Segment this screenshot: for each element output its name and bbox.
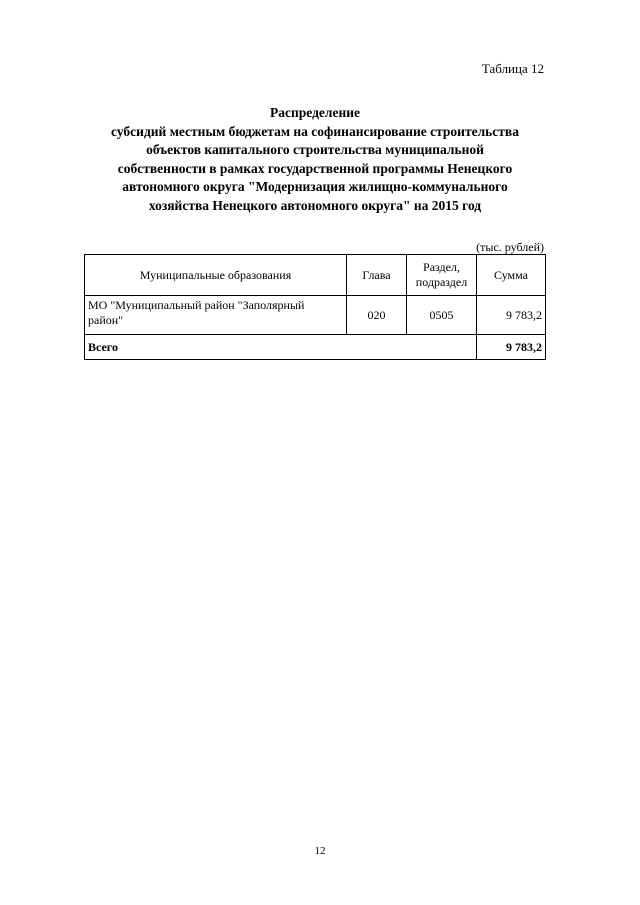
- distribution-table: [84, 254, 546, 360]
- title-line: собственности в рамках государственной программы Ненецкого: [117, 160, 513, 176]
- table-number: Таблица 12: [481, 61, 544, 76]
- title-line: автономного округа "Модернизация жилищно-коммунального: [122, 179, 508, 195]
- title-line: Распределение: [269, 105, 361, 120]
- table-header-row: [85, 255, 546, 296]
- cell-municipality-line: район": [88, 313, 124, 327]
- units-label: (тыс. рублей): [476, 240, 544, 254]
- column-header-section-line: Раздел,: [423, 260, 460, 274]
- document-title: [70, 104, 560, 216]
- total-sum: 9 783,2: [477, 335, 546, 360]
- total-label: Всего: [85, 335, 477, 360]
- column-header-section: [407, 255, 477, 296]
- column-header-section-line: подраздел: [415, 275, 468, 289]
- title-line: субсидий местным бюджетам на софинансирование строительства: [111, 123, 519, 139]
- cell-section: 0505: [407, 296, 477, 335]
- cell-chapter: 020: [347, 296, 407, 335]
- title-line: объектов капитального строительства муниципальной: [146, 142, 484, 158]
- cell-sum: 9 783,2: [477, 296, 546, 335]
- column-header-chapter: Глава: [347, 255, 407, 296]
- cell-municipality-line: МО "Муниципальный район "Заполярный: [88, 298, 305, 312]
- title-line: хозяйства Ненецкого автономного округа" на 2015 год: [148, 197, 482, 213]
- page-number: 12: [314, 845, 326, 857]
- column-header-sum: Сумма: [477, 255, 546, 296]
- table-row: [85, 296, 546, 335]
- total-row: [85, 335, 546, 360]
- cell-municipality: [85, 296, 347, 335]
- column-header-name: Муниципальные образования: [85, 255, 347, 296]
